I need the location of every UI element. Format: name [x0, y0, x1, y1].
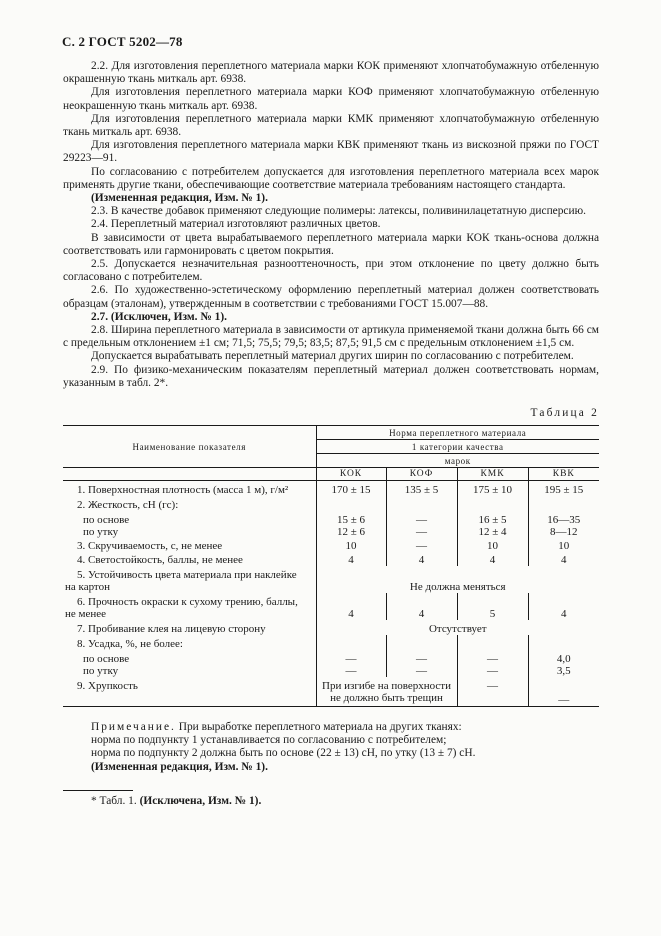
paragraph: 2.8. Ширина переплетного материала в зависимости от артикула применяемой ткани должна быть 66 см с предельным отклонением ±1 см; 71,5; 75,5; 79,5; 83,5; 87,5; 91,5 см с предельным отклонением ±1,5 см.: [63, 324, 599, 350]
paragraph: Допускается вырабатывать переплетный материал других ширин по согласованию с потребителем.: [91, 350, 574, 363]
paragraph: 2.5. Допускается незначительная разнооттеночность, при этом отклонение по цвету должно быть согласовано с потребителем.: [63, 258, 599, 284]
mark-header: КМК: [457, 468, 528, 481]
table-row: 6. Прочность окраски к сухому трению, баллы, не менее 4 4 5 4: [63, 593, 599, 620]
paragraph: Для изготовления переплетного материала марки КМК применяют хлопчатобумажную отбеленную ткань миткаль арт. 6938.: [63, 112, 599, 139]
paragraph: 2.3. В качестве добавок применяют следующие полимеры: латексы, поливинилацетатную дисперсию.: [91, 205, 586, 218]
table-row: по утку — — — 3,5: [63, 665, 599, 677]
paragraph: 2.4. Переплетный материал изготовляют различных цветов.: [91, 218, 381, 231]
table-row: 7. Пробивание клея на лицевую сторону Отсутствует: [63, 620, 599, 635]
footnote-divider: [63, 790, 133, 791]
excluded-note: 2.7. (Исключен, Изм. № 1).: [91, 310, 227, 323]
paragraph: Для изготовления переплетного материала марки КОФ применяют хлопчатобумажную отбеленную неокрашенную ткань миткаль арт. 6938.: [63, 86, 599, 112]
table-row: по утку 12 ± 6 — 12 ± 4 8—12: [63, 526, 599, 538]
header-indicator-name: Наименование показателя: [63, 426, 316, 468]
spec-table: [63, 425, 599, 707]
table-row: 4. Светостойкость, баллы, не менее 4 4 4 4: [63, 552, 599, 566]
header-marks: марок: [316, 454, 599, 468]
page-header: С. 2 ГОСТ 5202—78: [62, 34, 183, 49]
revision-note: (Измененная редакция, Изм. № 1).: [91, 760, 268, 773]
table-row: 2. Жесткость, сН (гс):: [63, 496, 599, 514]
mark-header: КОК: [316, 468, 386, 481]
table-row: 1. Поверхностная плотность (масса 1 м), г/м² 170 ± 15 135 ± 5 175 ± 10 195 ± 15: [63, 481, 599, 497]
paragraph: По согласованию с потребителем допускается для изготовления переплетного материала всех марок применять другие ткани, обеспечивающие соответствие материала требованиям настоящего стандарта.: [63, 165, 599, 191]
footnote: * Табл. 1. (Исключена, Изм. № 1).: [91, 795, 262, 807]
paragraph: В зависимости от цвета вырабатываемого переплетного материала марки КОК ткань-основа должна соответствовать или гармонировать с цветом покрытия.: [63, 231, 599, 257]
table-caption: Таблица 2: [530, 407, 599, 419]
merged-value: Отсутствует: [316, 620, 599, 635]
paragraph: Для изготовления переплетного материала марки КВК применяют ткань из вискозной пряжи по ГОСТ 29223—91.: [63, 139, 599, 165]
header-blank: [63, 468, 316, 481]
note-label: Примечание.: [91, 721, 176, 733]
mark-header: КВК: [528, 468, 599, 481]
header-category: 1 категории качества: [316, 440, 599, 454]
table-row: 8. Усадка, %, не более:: [63, 635, 599, 653]
paragraph: 2.6. По художественно-эстетическому оформлению переплетный материал должен соответствовать образцам (эталонам), утвержденным в соответствии с требованиями ГОСТ 15.007—88.: [63, 284, 599, 310]
header-norm: Норма переплетного материала: [316, 426, 599, 440]
table-row: по основе 15 ± 6 — 16 ± 5 16—35: [63, 514, 599, 526]
paragraph: 2.2. Для изготовления переплетного материала марки КОК применяют хлопчатобумажную отбеленную окрашенную ткань миткаль арт. 6938.: [63, 60, 599, 86]
merged-value: Не должна меняться: [316, 566, 599, 593]
paragraph: 2.9. По физико-механическим показателям переплетный материал должен соответствовать нормам, указанным в табл. 2*.: [63, 363, 599, 389]
table-row: 3. Скручиваемость, с, не менее 10 — 10 10: [63, 538, 599, 552]
table-row: 5. Устойчивость цвета материала при наклейке на картон Не должна меняться: [63, 566, 599, 593]
table-row: 9. Хрупкость При изгибе на поверхности не должно быть трещин — —: [63, 677, 599, 707]
revision-note: (Измененная редакция, Изм. № 1).: [91, 192, 268, 205]
table-row: по основе — — — 4,0: [63, 653, 599, 665]
mark-header: КОФ: [386, 468, 457, 481]
table-note: Примечание. При выработке переплетного материала на других тканях: норма по подпункту 1 устанавливается по согласованию с потребителем; норма по подпункту 2 должна быть по основе (22 ± 13) сН, по утку (13 ± 7) сН. (Измененная редакция, Изм. № 1).: [63, 721, 599, 774]
body-text: [63, 60, 599, 390]
